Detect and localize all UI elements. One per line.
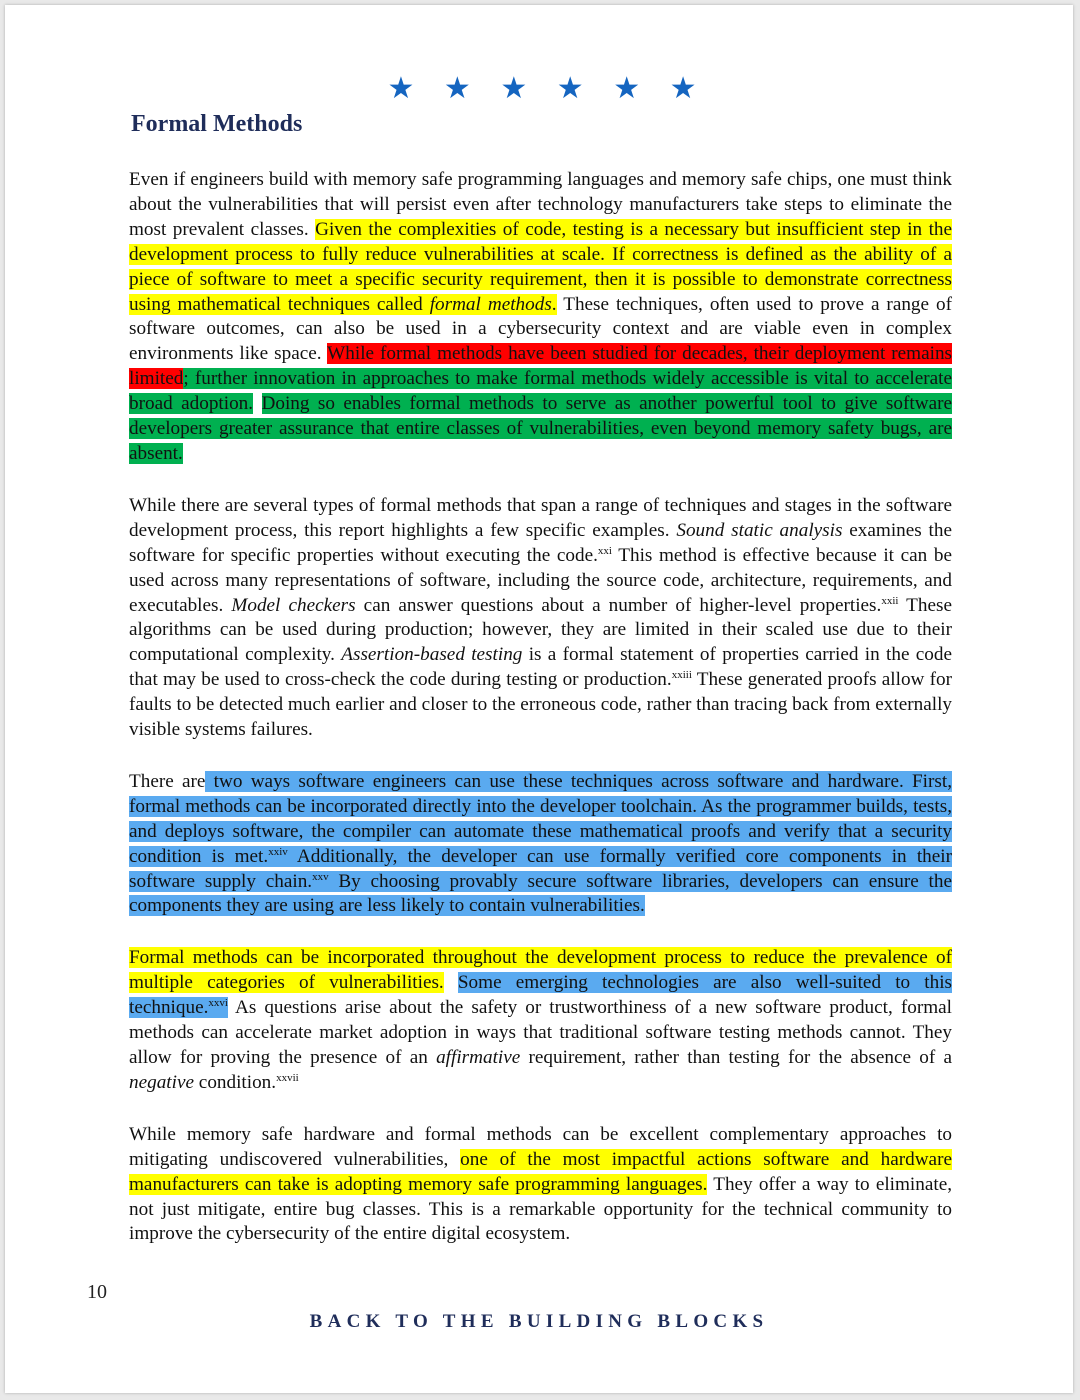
section-title: Formal Methods bbox=[131, 111, 303, 137]
paragraph-3 bbox=[129, 770, 952, 919]
p4-space bbox=[444, 972, 458, 993]
p5-text-1: While memory safe hardware and formal methods can be excellent complementary approaches to mitigating undiscovered vulnerabilities, bbox=[129, 1123, 952, 1170]
p2-emphasis-sound-static-analysis: Sound static analysis bbox=[676, 519, 843, 541]
p3-endnote-xxiv[interactable]: xxiv bbox=[268, 845, 288, 858]
p2-text-5: These algorithms can be used during production; however, they are limited in their scaled use due to their computational complexity. bbox=[129, 594, 952, 666]
p4-emphasis-affirmative: affirmative bbox=[436, 1047, 521, 1068]
p3-highlight-text-2: Additionally, the developer can use formally verified core components in their software supply chain. bbox=[129, 845, 952, 892]
p1-emphasis-formal-methods: formal methods bbox=[429, 293, 552, 315]
p3-highlight-text-3: By choosing provably secure software libraries, developers can ensure the components they are using are less likely to contain vulnerabilities. bbox=[129, 870, 952, 917]
p1-highlight-green-1: ; further innovation in approaches to make formal methods widely accessible is vital to accelerate broad adoption. bbox=[129, 368, 952, 415]
p2-endnote-xxi[interactable]: xxi bbox=[597, 544, 612, 557]
p2-emphasis-model-checkers: Model checkers bbox=[231, 594, 356, 616]
p1-highlight-yellow-end: . bbox=[551, 293, 557, 315]
p2-text-3: This method is effective because it can be used across many representations of software, including the source code, architecture, requirements, and executables. bbox=[129, 544, 952, 616]
p4-text-3: condition. bbox=[194, 1071, 277, 1093]
paragraph-4 bbox=[129, 946, 952, 1095]
star-rating-decoration: ★ ★ ★ ★ ★ ★ bbox=[387, 71, 707, 106]
p2-text-2: examines the software for specific properties without executing the code. bbox=[129, 519, 953, 566]
p3-endnote-xxv[interactable]: xxv bbox=[312, 870, 329, 883]
p1-text-1: Even if engineers build with memory safe programming languages and memory safe chips, one must think about the vulnerabilities that will persist even after technology manufacturers take steps to eliminate the most prevalent classes. bbox=[129, 169, 952, 240]
p2-text-7: These generated proofs allow for faults to be detected much earlier and closer to the erroneous code, rather than tracing back from externally visible systems failures. bbox=[129, 669, 952, 741]
body-text bbox=[129, 168, 952, 1274]
p4-text-2: requirement, rather than testing for the absence of a bbox=[520, 1047, 952, 1068]
p2-emphasis-assertion-based-testing: Assertion-based testing bbox=[341, 644, 523, 666]
footer-document-title: BACK TO THE BUILDING BLOCKS bbox=[309, 1311, 769, 1332]
p2-text-4: can answer questions about a number of higher-level properties. bbox=[355, 594, 882, 616]
p4-endnote-xxvi[interactable]: xxvi bbox=[208, 997, 228, 1010]
p4-text-1: As questions arise about the safety or trustworthiness of a new software product, formal methods can accelerate market adoption in ways that traditional software testing methods cannot. They allow for proving the presence of an bbox=[129, 997, 952, 1068]
p3-highlight-blue bbox=[129, 771, 952, 917]
p2-text-1: While there are several types of formal methods that span a range of techniques and stages in the software development process, this report highlights a few specific examples. bbox=[129, 494, 952, 541]
p4-highlight-yellow: Formal methods can be incorporated throughout the development process to reduce the prevalence of multiple categories of vulnerabilities. bbox=[129, 947, 952, 994]
page-number: 10 bbox=[87, 1281, 107, 1303]
paragraph-1 bbox=[129, 168, 952, 467]
document-page bbox=[5, 5, 1073, 1393]
p5-highlight-yellow: one of the most impactful actions software and hardware manufacturers can take is adopting memory safe programming languages. bbox=[129, 1148, 952, 1195]
p2-endnote-xxiii[interactable]: xxiii bbox=[671, 669, 692, 682]
p1-highlight-yellow-text: Given the complexities of code, testing is a necessary but insufficient step in the development process to fully reduce vulnerabilities at scale. If correctness is defined as the ability of a piece of software to meet a specific security requirement, then it is possible to demonstrate correctness using mathematical techniques called bbox=[129, 218, 953, 315]
p4-highlight-blue-text: Some emerging technologies are also well-suited to this technique. bbox=[129, 972, 952, 1019]
p3-text-1: There are bbox=[129, 770, 206, 792]
p1-text-3 bbox=[253, 393, 261, 414]
p5-text-2: They offer a way to eliminate, not just mitigate, entire bug classes. This is a remarkable opportunity for the technical community to improve the cybersecurity of the entire digital ecosystem. bbox=[129, 1173, 953, 1245]
p4-emphasis-negative: negative bbox=[129, 1071, 194, 1093]
p1-highlight-red: While formal methods have been studied for decades, their deployment remains limited bbox=[129, 343, 953, 390]
paragraph-5 bbox=[129, 1123, 952, 1248]
p1-highlight-green-2: Doing so enables formal methods to serve as another powerful tool to give software developers greater assurance that entire classes of vulnerabilities, even beyond memory safety bugs, are absent. bbox=[129, 393, 952, 464]
p2-endnote-xxii[interactable]: xxii bbox=[881, 594, 899, 607]
p1-text-2: These techniques, often used to prove a range of software outcomes, can also be used in a cybersecurity context and are viable even in complex environments like space. bbox=[129, 293, 952, 365]
paragraph-2 bbox=[129, 494, 952, 743]
p2-text-6: is a formal statement of properties carried in the code that may be used to cross-check the code during testing or production. bbox=[129, 644, 952, 691]
p3-highlight-text-1: two ways software engineers can use these techniques across software and hardware. First, formal methods can be incorporated directly into the developer toolchain. As the programmer builds, tests, and deploys software, the compiler can automate these mathematical proofs and verify that a security condition is met. bbox=[129, 770, 953, 867]
p4-endnote-xxvii[interactable]: xxvii bbox=[276, 1071, 299, 1084]
